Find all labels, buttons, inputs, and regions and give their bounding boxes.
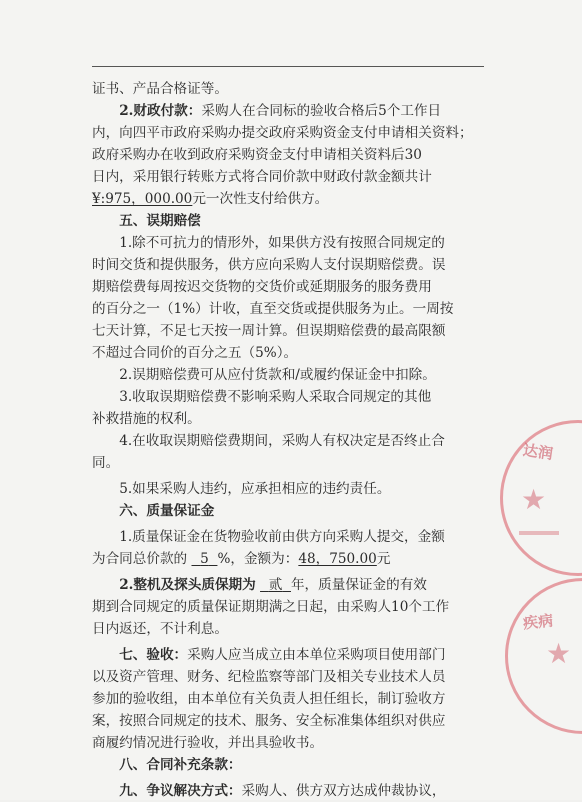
acceptance-clause: [92, 644, 490, 754]
text: 参加的验收组，由本单位有关负责人担任组长，制订验收方: [92, 691, 446, 707]
text: 七天计算，不足七天按一周计算。但误期赔偿费的最高限额: [92, 323, 446, 339]
star-icon: ★: [546, 637, 572, 670]
text: 内，向四平市政府采购办提交政府采购资金支付申请相关资料；: [92, 125, 473, 141]
text: 采购人、供方双方达成仲裁协议，: [241, 783, 446, 799]
text: 年，质量保证金的有效: [290, 577, 427, 593]
text: 2.整机及探头质保期为: [119, 577, 256, 593]
text: 的百分之一（1%）计收，直至交货或提供服务为止。一周按: [92, 301, 454, 317]
deposit-percent: [191, 551, 217, 567]
red-seal-stamp-top: [500, 420, 582, 576]
payment-amount: ¥:975，000.00: [92, 191, 193, 207]
deposit-clause-1: [92, 526, 490, 570]
text: 不超过合同价的百分之五（5%）。: [92, 345, 298, 361]
text: 贰: [268, 577, 283, 593]
text: 同。: [92, 455, 120, 471]
text: 政府采购办在收到政府采购资金支付申请相关资料后30: [92, 147, 422, 163]
text: 补救措施的权利。: [92, 411, 201, 427]
star-icon: ★: [521, 483, 547, 516]
text: 为合同总价款的: [92, 551, 188, 567]
dispute-clause: [92, 780, 490, 802]
deposit-amount: 48，750.00: [298, 551, 377, 567]
acceptance-label: 七、验收：: [119, 647, 188, 663]
delay-clause-2: 2.误期赔偿费可从应付货款和/或履约保证金中扣除。: [119, 367, 436, 383]
text: 采购人应当成立由本单位采购项目使用部门: [187, 647, 446, 663]
text: 1.除不可抗力的情形外，如果供方没有按照合同规定的: [119, 235, 445, 251]
delay-clause-1: [92, 232, 490, 364]
text: 日内，采用银行转账方式将合同价款中财政付款金额共计: [92, 169, 432, 185]
fiscal-payment-label: 2.财政付款：: [119, 103, 202, 119]
text: 时间交货和提供服务，供方应向采购人支付误期赔偿费。误: [92, 257, 446, 273]
text: 4.在收取误期赔偿费期间，采购人有权决定是否终止合: [119, 433, 445, 449]
text: %，金额为：: [217, 551, 299, 567]
warranty-years: [260, 577, 291, 593]
fiscal-payment-para: [92, 100, 490, 210]
text: 期赔偿费每周按迟交货物的交货价或延期服务的服务费用: [92, 279, 432, 295]
text: 元一次性支付给供方。: [192, 191, 329, 207]
stamp-text: 达润: [521, 440, 555, 463]
section-8-heading: 八、合同补充条款：: [119, 757, 242, 773]
section-6-heading: 六、质量保证金: [119, 503, 215, 519]
delay-clause-3: [92, 386, 490, 430]
text: 元: [376, 551, 391, 567]
delay-clause-4: [92, 430, 490, 474]
stamp-line: [519, 531, 559, 535]
text: 案，按照合同规定的技术、服务、安全标准集体组织对供应: [92, 713, 446, 729]
text: 证书、产品合格证等。: [92, 81, 228, 97]
text: 5: [200, 551, 209, 567]
text: 1.质量保证金在货物验收前由供方向采购人提交，金额: [119, 529, 445, 545]
stamp-text: 疾病: [522, 611, 554, 633]
dispute-label: 九、争议解决方式：: [119, 783, 242, 799]
text: 以及资产管理、财务、纪检监察等部门及相关专业技术人员: [92, 669, 446, 685]
text: 3.收取误期赔偿费不影响采购人采取合同规定的其他: [119, 389, 432, 405]
text: 日内返还，不计利息。: [92, 621, 228, 637]
header-rule: [92, 66, 484, 67]
contract-text: [92, 78, 490, 802]
text: 采购人在合同标的验收合格后5个工作日: [201, 103, 442, 119]
text: 商履约情况进行验收，并出具验收书。: [92, 735, 324, 751]
red-seal-stamp-bottom: [505, 578, 582, 734]
delay-clause-5: 5.如果采购人违约，应承担相应的违约责任。: [119, 481, 391, 497]
line-certificates: [92, 78, 490, 100]
deposit-clause-2: [92, 574, 490, 640]
section-5-heading: 五、误期赔偿: [119, 213, 201, 229]
text: 期到合同规定的质量保证期期满之日起，由采购人10个工作: [92, 599, 450, 615]
